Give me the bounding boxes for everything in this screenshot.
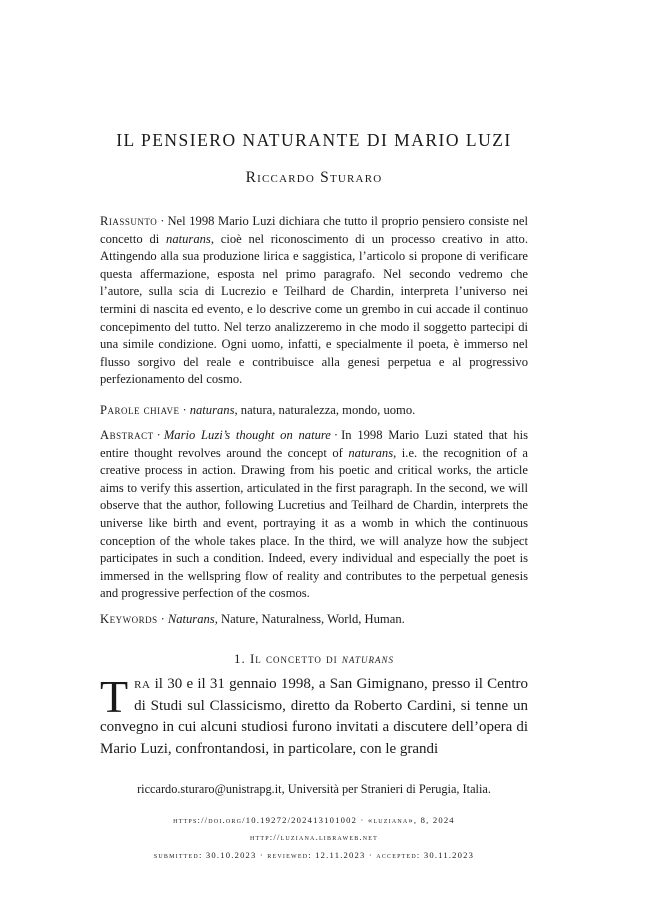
- keywords-italian-term: naturans: [189, 403, 235, 417]
- section-term: naturans: [341, 651, 395, 666]
- keywords-english-label: Keywords: [100, 612, 158, 626]
- abstract-italian-text-cont: , cioè nel riconoscimento di un processo creativo in atto. Attingendo alla sua produzione lirica e saggistica, l’articolo si propone di verificare questa affermazione, esposta nel primo paragrafo. Nel secondo vedremo che l’autore, sulla scia di Lucrezio e Teilhard de Chardin, interpreta l’universo nei termini di nascita ed evento, e lo descrive come un grembo in cui accade il continuo concepimento del tutto. Nel terzo analizzeremo in che modo il soggetto partecipi di una simile condizione. Ogni uomo, infatti, e specialmente il poeta, è immerso nel flusso sorgivo del reale e contribuisce alla genesi perpetua e al progressivo perfezionamento del cosmo.: [100, 231, 528, 387]
- keywords-english-rest: , Nature, Naturalness, World, Human.: [214, 612, 405, 626]
- body-paragraph: [100, 671, 528, 760]
- abstract-english: [100, 427, 528, 603]
- section-number: 1.: [233, 651, 246, 666]
- separator: ·: [160, 612, 165, 626]
- separator: ·: [156, 428, 161, 442]
- separator: ·: [182, 403, 187, 417]
- abstract-english-title: Mario Luzi’s thought on nature: [163, 428, 331, 442]
- author-affiliation-footnote: riccardo.sturaro@unistrapg.it, Università per Stranieri di Perugia, Italia.: [137, 782, 491, 796]
- body-text: il 30 e il 31 gennaio 1998, a San Gimignano, presso il Centro di Studi sul Classicismo, diretto da Roberto Cardini, si tenne un convegno in cui alcuni studiosi furono invitati a discutere dell’opera di Mario Luzi, confrontandosi, in particolare, con le grandi: [100, 676, 528, 757]
- abstract-english-text-cont: , i.e. the recognition of a creative process in action. Drawing from his poetic and critical works, the article aims to verify this assertion, articulated in the first paragraph. In the second, we will observe that the author, following Lucretius and Teilhard de Chardin, interprets the universe like birth and event, portraying it as a womb in which the continuous conception of the whole takes place. In the third, we will analyze how the subject participates in such a condition. Indeed, every individual and especially the poet is immersed in the wellspring flow of reality and contributes to the perpetual genesis and progressive perfection of the cosmos.: [100, 445, 529, 601]
- keywords-italian-rest: , natura, naturalezza, mondo, uomo.: [234, 403, 416, 417]
- abstract-italian-text: Nel 1998 Mario Luzi dichiara che tutto il proprio pensiero consiste nel concetto di: [100, 214, 528, 246]
- article-title: IL PENSIERO NATURANTE DI MARIO LUZI: [116, 130, 512, 150]
- submission-dates: submitted: 30.10.2023 · reviewed: 12.11.2023 · accepted: 30.11.2023: [153, 850, 475, 860]
- journal-url: http://luziana.libraweb.net: [249, 832, 379, 842]
- first-words: ra: [134, 676, 151, 692]
- abstract-english-term: naturans: [348, 445, 394, 460]
- section-title: Il concetto di: [249, 651, 342, 666]
- separator: ·: [160, 214, 165, 228]
- abstract-english-text: In 1998 Mario Luzi stated that his entire thought revolves around the concept of: [100, 428, 528, 460]
- keywords-english: [100, 611, 528, 629]
- keywords-italian: [100, 402, 528, 420]
- drop-cap: T: [100, 671, 129, 722]
- abstract-english-label: Abstract: [100, 428, 154, 442]
- abstract-italian: [100, 213, 528, 389]
- separator: ·: [333, 428, 339, 442]
- abstract-italian-term: naturans: [166, 231, 211, 246]
- section-heading: [100, 651, 528, 667]
- keywords-english-term: Naturans: [167, 612, 215, 626]
- article-author: Riccardo Sturaro: [245, 169, 383, 186]
- abstract-italian-label: Riassunto: [100, 214, 158, 228]
- doi-line: https://doi.org/10.19272/202413101002 · «luziana», 8, 2024: [173, 815, 455, 825]
- keywords-italian-label: Parole chiave: [100, 403, 180, 417]
